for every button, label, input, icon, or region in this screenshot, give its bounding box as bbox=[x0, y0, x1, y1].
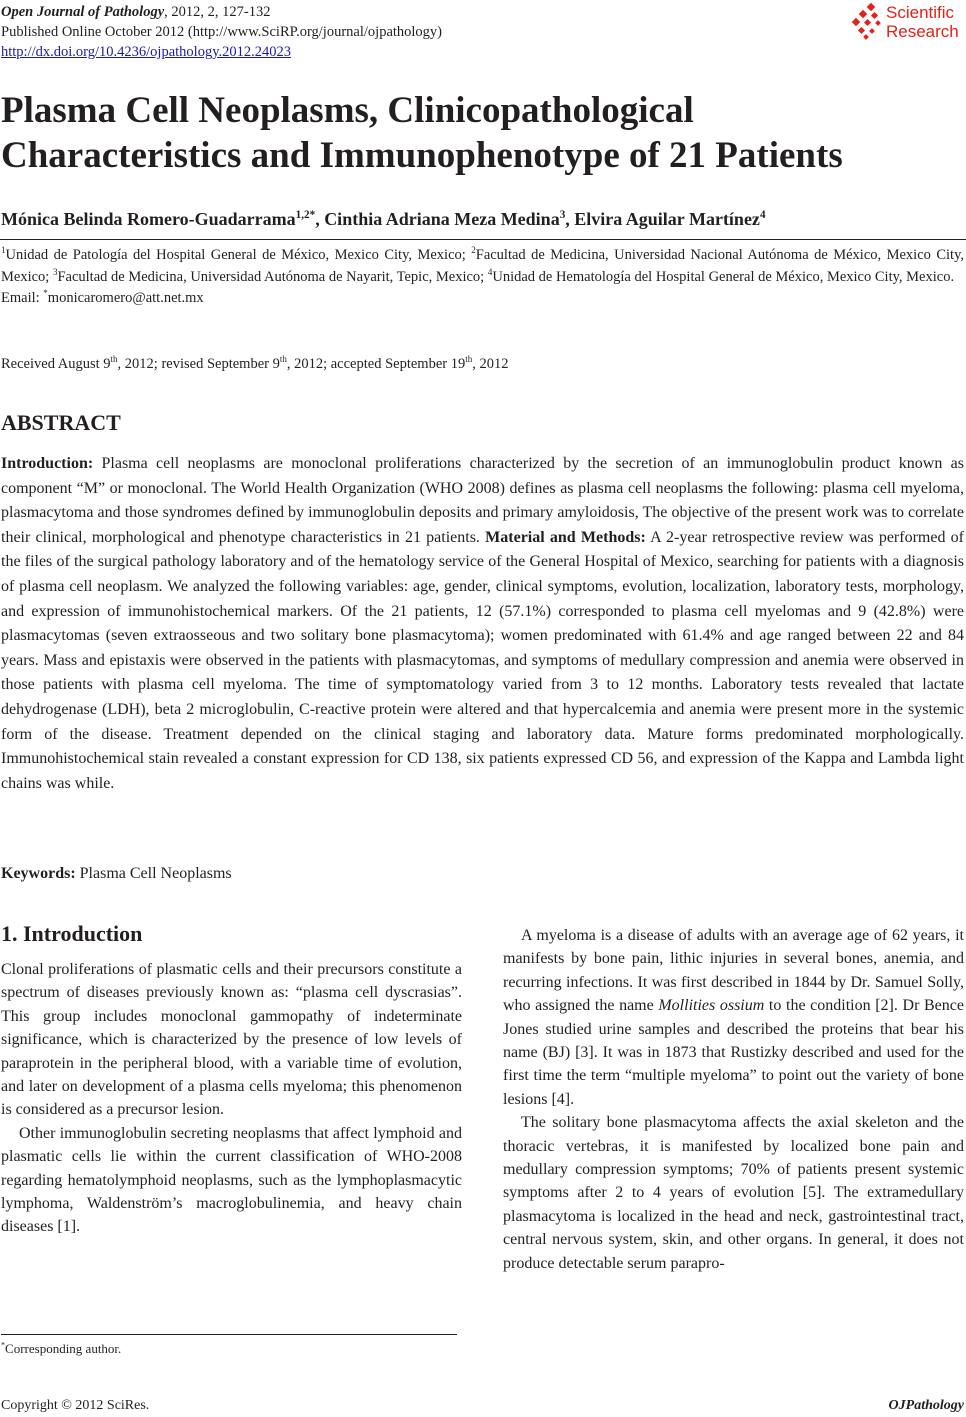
body-column-left bbox=[1, 958, 462, 1239]
doi-link[interactable]: http://dx.doi.org/10.4236/ojpathology.2012.24023 bbox=[1, 44, 291, 60]
paragraph: A myeloma is a disease of adults with an average age of 62 years, it manifests by bone pain, lithic injuries in several bones, anemia, and recurring infections. It was first described in 1844 by Dr. Samuel Solly, who assigned the name Mollities ossium to the condition [2]. Dr Bence Jones studied urine samples and described the proteins that bear his name (BJ) [3]. It was in 1873 that Rustizky described and used for the first time the term “multiple myeloma” to point out the variety of bone lesions [4]. bbox=[503, 927, 964, 1108]
journal-name: Open Journal of Pathology bbox=[1, 4, 165, 20]
author-affiliation-mark: 3 bbox=[559, 209, 566, 221]
email-line: Email: *monicaromero@att.net.mx bbox=[1, 288, 204, 306]
journal-header bbox=[1, 2, 442, 62]
author-name: Elvira Aguilar Martínez bbox=[574, 209, 760, 229]
body-column-right bbox=[503, 924, 964, 1275]
paragraph: Other immunoglobulin secreting neoplasms that affect lymphoid and plasmatic cells lie within the current classification of WHO-2008 regarding hematolymphoid neoplasms, such as the lymphoplasmacytic lymphoma, Waldenström’s macroglobulinemia, and heavy chain diseases [1]. bbox=[1, 1124, 462, 1236]
received-dates: Received August 9th, 2012; revised September 9th, 2012; accepted September 19th, 2012 bbox=[1, 354, 509, 372]
logo-text-line2: Research bbox=[886, 22, 959, 41]
author-affiliation-mark: 4 bbox=[759, 209, 766, 221]
author-divider bbox=[0, 239, 966, 240]
keywords-text: Plasma Cell Neoplasms bbox=[75, 865, 232, 882]
journal-citation-line bbox=[1, 2, 442, 22]
affiliations: $^1$Unidad de Patología del Hospital General de México, Mexico City, Mexico; $^2$Facultad de Medicina, Universidad Nacional Autónoma de México, Mexico City, Mexico; $^3$Facultad de Medicina, Universidad Autónoma de Nayarit, Tepic, Mexico; $^4$Unidad de Hematología del Hospital General de México, Mexico City, Mexico. Email: *monicaromero@att.net.mx bbox=[1, 245, 964, 310]
italic-term: Mollities ossium bbox=[658, 997, 765, 1015]
author-list: Mónica Belinda Romero-Guadarrama$^{1,2*}$, Cinthia Adriana Meza Medina$^3$, Elvira Aguilar Martínez$^4$ bbox=[1, 209, 766, 229]
paragraph: Clonal proliferations of plasmatic cells and their precursors constitute a spectrum of diseases previously known as: “plasma cell dyscrasias”. This group includes monoclonal gammopathy of indeterminate significance, which is characterized by the presence of low levels of paraprotein in the peripheral blood, with a variable time of evolution, and later on development of a plasma cells myeloma; this phenomenon is considered as a precursor lesion. bbox=[1, 961, 462, 1119]
author-affiliation-mark: 1,2* bbox=[295, 209, 316, 221]
keywords bbox=[1, 862, 964, 886]
journal-volume-pages: , 2012, 2, 127-132 bbox=[164, 4, 271, 20]
author-name: Cinthia Adriana Meza Medina bbox=[324, 209, 560, 229]
author-email: monicaromero@att.net.mx bbox=[47, 290, 204, 306]
abstract-intro-label: Introduction: bbox=[1, 455, 94, 472]
journal-footer: OJPathology bbox=[888, 1398, 964, 1413]
logo-text-line1: Scientific bbox=[886, 3, 955, 22]
abstract-heading: ABSTRACT bbox=[1, 410, 121, 435]
abstract-methods-label: Material and Methods: bbox=[485, 528, 646, 546]
keywords-label: Keywords: bbox=[1, 865, 76, 882]
copyright-footer: Copyright © 2012 SciRes. bbox=[1, 1398, 150, 1413]
footnote-divider bbox=[1, 1334, 457, 1335]
scientific-research-logo bbox=[850, 3, 964, 43]
section-heading-introduction: 1. Introduction bbox=[1, 921, 143, 946]
author-name: Mónica Belinda Romero-Guadarrama bbox=[1, 209, 296, 229]
abstract-body: Introduction: Plasma cell neoplasms are monoclonal proliferations characterized by the secretion of an immunoglobulin product known as component “M” or monoclonal. The World Health Organization (WHO 2008) defines as plasma cell neoplasms the following: plasma cell myeloma, plasmacytoma and those syndromes defined by immunoglobulin deposits and primary amyloidosis, The objective of the present work was to correlate their clinical, morphological and phenotype characteristics in 21 patients. Material and Methods: A 2-year retrospective review was performed of the files of the surgical pathology laboratory and of the hematology service of the General Hospital of Mexico, searching for patients with a diagnosis of plasma cell neoplasm. We analyzed the following variables: age, gender, clinical symptoms, evolution, localization, laboratory tests, morphology, and expression of immunohistochemical markers. Of the 21 patients, 12 (57.1%) corresponded to plasma cell myelomas and 9 (42.8%) were plasmacytomas (seven extraosseous and two solitary bone plasmacytoma); women predominated with 61.4% and age ranged between 22 and 84 years. Mass and epistaxis were observed in the patients with plasmacytomas, and symptoms of medullary compression and anemia were observed in those patients with plasma cell myeloma. The time of symptomatology varied from 3 to 12 months. Laboratory tests revealed that lactate dehydrogenase (LDH), beta 2 microglobulin, C-reactive protein were altered and that hypercalcemia and anemia were present more in the systemic form of the disease. Treatment depended on the clinical staging and laboratory data. Mature forms predominated morphologically. Immunohistochemical stain revealed a constant expression for CD 138, six patients expressed CD 56, and expression of the Kappa and Lambda light chains was while. bbox=[1, 455, 964, 792]
paragraph: The solitary bone plasmacytoma affects the axial skeleton and the thoracic vertebras, it is manifested by localized bone pain and medullary compression symptoms; 70% of patients present systemic symptoms after 2 to 4 years of evolution [5]. The extramedullary plasmacytoma is localized in the head and neck, gastrointestinal tract, central nervous system, skin, and other organs. In general, it does not produce detectable serum parapro- bbox=[503, 1114, 964, 1272]
publisher-logo-icon bbox=[850, 3, 884, 41]
paper-title: Plasma Cell Neoplasms, Clinicopathological Characteristics and Immunophenotype of 21 Patients bbox=[1, 90, 843, 176]
footnote: *Corresponding author. bbox=[1, 1340, 122, 1356]
published-line: Published Online October 2012 (http://www.SciRP.org/journal/ojpathology) bbox=[1, 24, 443, 40]
